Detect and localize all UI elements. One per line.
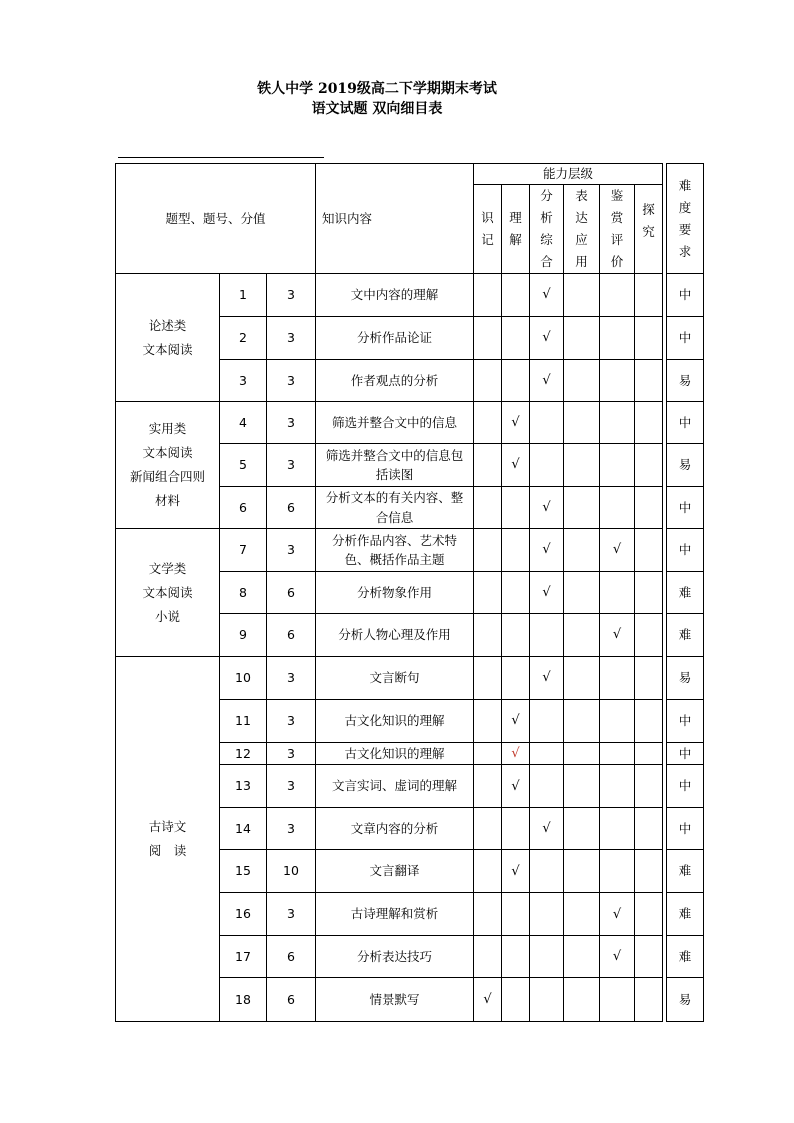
ability-cell [502, 657, 530, 700]
table-row [116, 529, 704, 572]
question-number: 4 [220, 402, 267, 444]
question-number: 6 [220, 487, 267, 529]
ability-cell [474, 529, 502, 572]
header-knowledge-label: 知识内容 [322, 210, 373, 226]
ability-header-char: 析 [540, 210, 553, 225]
ability-cell [635, 572, 663, 614]
knowledge-content-text: 古诗理解和赏析 [350, 906, 439, 922]
question-score: 3 [267, 700, 316, 743]
ability-cell [564, 444, 600, 487]
check-mark: √ [612, 542, 622, 558]
section-label-line: 材料 [154, 493, 180, 508]
question-score: 3 [267, 274, 316, 317]
ability-cell [635, 700, 663, 743]
ability-cell [564, 274, 600, 317]
ability-cell [564, 893, 600, 936]
ability-cell [564, 529, 600, 572]
ability-cell [530, 700, 564, 743]
knowledge-content-text: 文章内容的分析 [350, 820, 439, 836]
ability-cell [474, 978, 502, 1022]
ability-cell [502, 317, 530, 360]
difficulty-header-char: 要 [678, 221, 692, 237]
ability-cell [600, 274, 635, 317]
knowledge-content [316, 614, 474, 657]
ability-cell [564, 978, 600, 1022]
ability-cell [502, 529, 530, 572]
ability-cell [502, 743, 530, 765]
difficulty-cell: 易 [667, 978, 704, 1022]
ability-header-3 [564, 185, 600, 274]
question-number: 17 [220, 936, 267, 978]
ability-cell [600, 936, 635, 978]
knowledge-content-text: 筛选并整合文中的信息 [331, 414, 457, 430]
section-label-2 [116, 529, 220, 657]
ability-cell [474, 700, 502, 743]
question-number: 12 [220, 743, 267, 765]
ability-header-char: 鉴 [610, 188, 624, 203]
knowledge-content [316, 487, 474, 529]
knowledge-content [316, 893, 474, 936]
difficulty-header-char: 难 [678, 177, 692, 193]
header-type-score [116, 164, 316, 274]
ability-cell [502, 765, 530, 808]
ability-cell [530, 657, 564, 700]
ability-cell [600, 487, 635, 529]
question-score: 3 [267, 743, 316, 765]
ability-cell [564, 614, 600, 657]
knowledge-content-text: 分析文本的有关内容、整合信息 [325, 490, 464, 525]
question-score: 3 [267, 317, 316, 360]
section-label-line: 阅 读 [148, 843, 187, 859]
knowledge-content-text: 文言断句 [369, 670, 420, 686]
ability-cell [530, 402, 564, 444]
ability-cell [635, 487, 663, 529]
check-mark: √ [542, 542, 551, 558]
question-score: 3 [267, 360, 316, 402]
knowledge-content [316, 317, 474, 360]
difficulty-cell: 中 [667, 317, 704, 360]
question-number: 15 [220, 850, 267, 893]
difficulty-cell: 中 [667, 529, 704, 572]
title-rule [118, 157, 324, 158]
knowledge-content [316, 444, 474, 487]
ability-cell [474, 360, 502, 402]
header-type-score-label: 题型、题号、分值 [165, 210, 266, 226]
ability-cell [564, 765, 600, 808]
ability-cell [600, 572, 635, 614]
knowledge-content [316, 808, 474, 850]
question-number: 8 [220, 572, 267, 614]
question-score: 6 [267, 572, 316, 614]
knowledge-content-text: 文言实词、虚词的理解 [331, 778, 457, 794]
section-label-line: 小说 [154, 608, 180, 624]
knowledge-content [316, 402, 474, 444]
section-label-line: 新闻组合四则 [129, 469, 205, 484]
ability-cell [530, 850, 564, 893]
question-number: 7 [220, 529, 267, 572]
ability-cell [600, 529, 635, 572]
question-score: 6 [267, 936, 316, 978]
difficulty-cell: 难 [667, 614, 704, 657]
ability-cell [530, 765, 564, 808]
ability-cell [600, 850, 635, 893]
knowledge-content [316, 657, 474, 700]
ability-header-char: 究 [642, 224, 655, 239]
difficulty-cell: 难 [667, 850, 704, 893]
ability-cell [635, 614, 663, 657]
ability-cell [502, 402, 530, 444]
ability-cell [474, 317, 502, 360]
knowledge-content-text: 作者观点的分析 [350, 372, 439, 388]
difficulty-cell: 中 [667, 700, 704, 743]
ability-cell [600, 700, 635, 743]
knowledge-content-text: 分析作品论证 [356, 330, 432, 346]
question-score: 3 [267, 657, 316, 700]
question-number: 9 [220, 614, 267, 657]
question-number: 2 [220, 317, 267, 360]
check-mark: √ [511, 778, 520, 794]
header-ability-group [474, 164, 663, 185]
ability-cell [600, 402, 635, 444]
document-subtitle: 语文试题 双向细目表 [311, 101, 443, 117]
check-mark: √ [542, 670, 551, 686]
ability-cell [635, 808, 663, 850]
ability-cell [635, 936, 663, 978]
knowledge-content [316, 765, 474, 808]
ability-cell [564, 402, 600, 444]
table-row [116, 274, 704, 317]
question-number: 11 [220, 700, 267, 743]
ability-header-5 [635, 185, 663, 274]
ability-header-char: 评 [610, 232, 624, 247]
section-label-line: 文本阅读 [142, 584, 193, 600]
knowledge-content-text: 文言翻译 [369, 863, 420, 879]
question-score: 10 [267, 850, 316, 893]
ability-cell [635, 529, 663, 572]
knowledge-content [316, 743, 474, 765]
ability-header-char: 解 [509, 232, 522, 247]
section-label-0 [116, 274, 220, 402]
check-mark: √ [612, 949, 622, 965]
ability-cell [474, 657, 502, 700]
ability-cell [600, 444, 635, 487]
difficulty-cell: 易 [667, 444, 704, 487]
ability-cell [530, 487, 564, 529]
question-number: 10 [220, 657, 267, 700]
difficulty-cell: 中 [667, 402, 704, 444]
ability-cell [502, 978, 530, 1022]
ability-cell [502, 614, 530, 657]
ability-cell [635, 978, 663, 1022]
ability-header-0 [474, 185, 502, 274]
ability-cell [502, 893, 530, 936]
ability-cell [502, 572, 530, 614]
question-score: 6 [267, 487, 316, 529]
check-mark: √ [542, 499, 551, 515]
ability-header-2 [530, 185, 564, 274]
difficulty-cell: 中 [667, 274, 704, 317]
difficulty-cell: 中 [667, 765, 704, 808]
ability-cell [635, 274, 663, 317]
knowledge-content-text: 古文化知识的理解 [344, 713, 445, 729]
question-score: 6 [267, 978, 316, 1022]
ability-cell [474, 936, 502, 978]
ability-cell [635, 850, 663, 893]
ability-cell [600, 614, 635, 657]
table-row [116, 657, 704, 700]
ability-cell [600, 978, 635, 1022]
table-row [116, 402, 704, 444]
question-number: 5 [220, 444, 267, 487]
ability-cell [635, 893, 663, 936]
check-mark: √ [612, 627, 622, 643]
knowledge-content [316, 700, 474, 743]
knowledge-content-text: 筛选并整合文中的信息包括读图 [325, 447, 464, 482]
difficulty-header-char: 求 [678, 243, 692, 259]
difficulty-cell: 难 [667, 893, 704, 936]
difficulty-cell: 中 [667, 808, 704, 850]
section-label-3 [116, 657, 220, 1022]
ability-header-char: 应 [575, 232, 588, 247]
ability-cell [635, 360, 663, 402]
ability-cell [474, 572, 502, 614]
question-score: 3 [267, 893, 316, 936]
question-number: 3 [220, 360, 267, 402]
ability-cell [502, 487, 530, 529]
question-score: 3 [267, 808, 316, 850]
ability-cell [530, 614, 564, 657]
ability-cell [564, 360, 600, 402]
question-number: 18 [220, 978, 267, 1022]
knowledge-content-text: 文中内容的理解 [350, 287, 439, 303]
ability-header-char: 表 [575, 188, 588, 203]
ability-cell [530, 360, 564, 402]
ability-cell [530, 743, 564, 765]
ability-header-char: 用 [575, 254, 588, 269]
check-mark: √ [511, 746, 520, 761]
difficulty-cell: 难 [667, 936, 704, 978]
ability-header-char: 识 [481, 210, 494, 225]
ability-cell [635, 765, 663, 808]
ability-cell [564, 572, 600, 614]
ability-cell [502, 850, 530, 893]
section-label-line: 文本阅读 [142, 341, 193, 357]
ability-cell [474, 765, 502, 808]
ability-cell [600, 317, 635, 360]
ability-cell [502, 274, 530, 317]
check-mark: √ [542, 584, 551, 600]
ability-header-char: 理 [509, 210, 522, 225]
ability-cell [635, 657, 663, 700]
section-label-line: 文本阅读 [142, 445, 193, 460]
ability-cell [474, 614, 502, 657]
knowledge-content-text: 古文化知识的理解 [344, 745, 445, 761]
difficulty-cell: 易 [667, 360, 704, 402]
ability-cell [502, 936, 530, 978]
ability-cell [600, 360, 635, 402]
difficulty-cell: 难 [667, 572, 704, 614]
ability-header-char: 赏 [610, 210, 624, 225]
ability-cell [502, 808, 530, 850]
ability-cell [564, 657, 600, 700]
ability-cell [564, 743, 600, 765]
knowledge-content-text: 分析作品内容、艺术特色、概括作品主题 [331, 532, 457, 567]
ability-cell [635, 444, 663, 487]
ability-cell [530, 274, 564, 317]
difficulty-cell: 中 [667, 743, 704, 765]
ability-header-char: 综 [540, 232, 553, 247]
knowledge-content [316, 850, 474, 893]
difficulty-header-char: 度 [678, 199, 692, 215]
ability-header-char: 价 [610, 254, 624, 269]
document-title: 铁人中学 2019级高二下学期期末考试 [257, 81, 497, 97]
ability-cell [600, 765, 635, 808]
question-score: 3 [267, 444, 316, 487]
ability-header-char: 合 [540, 254, 553, 269]
knowledge-content [316, 360, 474, 402]
ability-header-char: 记 [481, 232, 494, 247]
check-mark: √ [511, 863, 520, 879]
header-ability-group-label: 能力层级 [542, 166, 593, 182]
question-score: 3 [267, 402, 316, 444]
ability-cell [564, 936, 600, 978]
ability-cell [474, 487, 502, 529]
knowledge-content [316, 936, 474, 978]
ability-cell [564, 850, 600, 893]
section-label-line: 文学类 [148, 560, 187, 576]
knowledge-content-text: 分析物象作用 [356, 584, 432, 600]
knowledge-content [316, 978, 474, 1022]
check-mark: √ [542, 330, 551, 346]
ability-cell [600, 743, 635, 765]
knowledge-content [316, 572, 474, 614]
check-mark: √ [511, 457, 520, 473]
ability-cell [530, 893, 564, 936]
ability-cell [564, 700, 600, 743]
knowledge-content [316, 529, 474, 572]
ability-header-4 [600, 185, 635, 274]
ability-cell [530, 808, 564, 850]
ability-cell [530, 529, 564, 572]
ability-cell [600, 808, 635, 850]
ability-cell [502, 444, 530, 487]
question-number: 16 [220, 893, 267, 936]
spec-table [115, 163, 704, 1022]
ability-cell [564, 808, 600, 850]
ability-header-1 [502, 185, 530, 274]
header-difficulty [667, 164, 704, 274]
check-mark: √ [511, 414, 520, 430]
difficulty-cell: 中 [667, 487, 704, 529]
ability-header-char: 探 [642, 202, 655, 217]
knowledge-content-text: 分析人物心理及作用 [338, 627, 451, 643]
ability-header-char: 分 [540, 188, 553, 203]
question-score: 3 [267, 529, 316, 572]
knowledge-content-text: 分析表达技巧 [356, 948, 432, 964]
section-label-1 [116, 402, 220, 529]
knowledge-content [316, 274, 474, 317]
ability-cell [564, 317, 600, 360]
header-knowledge [316, 164, 474, 274]
ability-cell [502, 700, 530, 743]
ability-cell [474, 444, 502, 487]
ability-header-char: 达 [575, 210, 588, 225]
question-number: 1 [220, 274, 267, 317]
ability-cell [474, 808, 502, 850]
ability-cell [635, 317, 663, 360]
ability-cell [530, 572, 564, 614]
check-mark: √ [542, 287, 551, 303]
ability-cell [600, 893, 635, 936]
ability-cell [635, 402, 663, 444]
question-score: 6 [267, 614, 316, 657]
ability-cell [474, 274, 502, 317]
ability-cell [474, 402, 502, 444]
section-label-line: 古诗文 [148, 819, 187, 835]
section-label-line: 论述类 [148, 317, 187, 333]
header-row [116, 164, 704, 185]
ability-cell [530, 978, 564, 1022]
difficulty-cell: 易 [667, 657, 704, 700]
check-mark: √ [483, 992, 492, 1008]
ability-cell [474, 850, 502, 893]
section-label-line: 实用类 [148, 421, 187, 436]
ability-cell [530, 936, 564, 978]
ability-cell [474, 893, 502, 936]
question-number: 14 [220, 808, 267, 850]
ability-cell [474, 743, 502, 765]
check-mark: √ [542, 821, 551, 837]
ability-cell [600, 657, 635, 700]
check-mark: √ [542, 372, 551, 388]
ability-cell [564, 487, 600, 529]
question-score: 3 [267, 765, 316, 808]
check-mark: √ [511, 713, 520, 729]
ability-cell [635, 743, 663, 765]
ability-cell [530, 317, 564, 360]
knowledge-content-text: 情景默写 [369, 991, 420, 1007]
ability-cell [502, 360, 530, 402]
question-number: 13 [220, 765, 267, 808]
ability-cell [530, 444, 564, 487]
check-mark: √ [612, 906, 622, 922]
